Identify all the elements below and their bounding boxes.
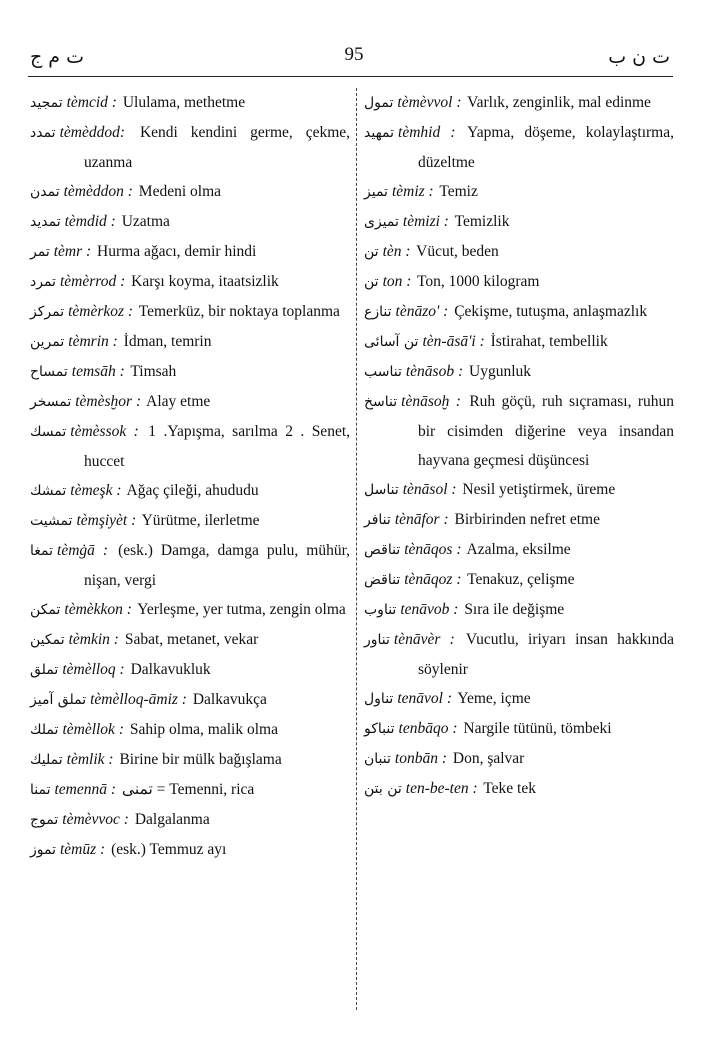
entry-arabic: تن <box>364 274 379 290</box>
dictionary-entry <box>30 387 350 417</box>
entry-headword: temennā : <box>54 781 117 798</box>
dictionary-entry <box>364 505 674 535</box>
entry-definition: Uygunluk <box>469 363 532 380</box>
dictionary-entry <box>30 177 350 207</box>
entry-arabic: تناوب <box>364 602 397 618</box>
entry-arabic: تمرد <box>30 274 56 290</box>
entry-definition: Dalgalanma <box>134 811 210 828</box>
entry-definition: Birbirinden nefret etme <box>454 511 600 528</box>
entry-headword: tèmèlloq : <box>62 661 125 678</box>
dictionary-entry <box>30 237 350 267</box>
entry-headword: tèmiz : <box>391 183 434 200</box>
entry-definition: Sıra ile değişme <box>464 601 565 618</box>
dictionary-entry <box>364 327 674 357</box>
entry-definition: Dalkavukluk <box>130 661 211 678</box>
entry-headword: tonbān : <box>394 750 447 767</box>
entry-headword: ton : <box>382 273 412 290</box>
entry-arabic: تمدد <box>30 125 56 141</box>
entry-headword: tèmcid : <box>66 94 117 111</box>
entry-headword: tèmèkkon : <box>64 601 132 618</box>
entry-arabic: تمرکز <box>30 304 65 320</box>
dictionary-entry <box>30 506 350 536</box>
left-column <box>30 88 350 865</box>
dictionary-entry <box>30 835 350 865</box>
entry-arabic: تمشك <box>30 483 67 499</box>
entry-definition: Medeni olma <box>138 183 222 200</box>
entry-arabic: تن <box>364 244 379 260</box>
entry-arabic: تناور <box>364 632 390 648</box>
entry-definition: Nesil yetiştirmek, üreme <box>462 481 616 498</box>
entry-headword: tèmdid : <box>64 213 116 230</box>
entry-definition: Kendi kendini germe, çekme, uzanma <box>84 124 351 171</box>
dictionary-entry <box>30 417 350 476</box>
entry-arabic: تمكین <box>30 632 65 648</box>
entry-definition: تمنی = Temenni, rica <box>121 781 255 798</box>
column-divider <box>356 88 357 1010</box>
entry-definition: Ağaç çileği, ahududu <box>126 482 259 499</box>
entry-arabic: تملیك <box>30 752 63 768</box>
dictionary-entry <box>30 207 350 237</box>
dictionary-entry <box>364 475 674 505</box>
entry-headword: tènāvèr : <box>393 631 455 648</box>
entry-arabic: تناقص <box>364 542 401 558</box>
entry-headword: tèmrin : <box>68 333 118 350</box>
dictionary-entry <box>364 177 674 207</box>
entry-arabic: تمنا <box>30 782 51 798</box>
dictionary-entry <box>30 357 350 387</box>
entry-definition: (esk.) Damga, damga pulu, mühür, nişan, vergi <box>84 542 351 589</box>
entry-headword: tènāsoḫ : <box>401 393 461 410</box>
entry-definition: Vücut, beden <box>416 243 499 260</box>
dictionary-entry <box>364 565 674 595</box>
entry-arabic: تمدن <box>30 184 60 200</box>
entry-headword: tèmhid : <box>398 124 456 141</box>
dictionary-entry <box>364 595 674 625</box>
entry-arabic: تناقض <box>364 572 401 588</box>
entry-headword: tèmlik : <box>66 751 114 768</box>
entry-headword: tenāvob : <box>400 601 459 618</box>
dictionary-entry <box>364 267 674 297</box>
entry-definition: Temiz <box>439 183 478 200</box>
entry-headword: tènāqoz : <box>404 571 462 588</box>
entry-definition: Hurma ağacı, demir hindi <box>97 243 257 260</box>
dictionary-entry <box>30 118 350 177</box>
dictionary-entry <box>364 237 674 267</box>
dictionary-entry <box>364 357 674 387</box>
header-rule <box>28 76 673 77</box>
dictionary-entry <box>30 267 350 297</box>
entry-headword: tèmr : <box>53 243 92 260</box>
entry-arabic: تموج <box>30 812 59 828</box>
entry-definition: Çekişme, tutuşma, anlaşmazlık <box>454 303 648 320</box>
entry-definition: (esk.) Temmuz ayı <box>111 841 227 858</box>
entry-arabic: تنازع <box>364 304 392 320</box>
entry-definition: Karşı koyma, itaatsizlik <box>131 273 279 290</box>
entry-headword: tènāsol : <box>402 481 457 498</box>
entry-headword: tèmèvvol : <box>397 94 462 111</box>
entry-arabic: تمول <box>364 95 394 111</box>
entry-headword: tèmèllok : <box>62 721 124 738</box>
dictionary-entry <box>364 714 674 744</box>
entry-headword: tèmèrkoz : <box>68 303 134 320</box>
entry-arabic: تملك <box>30 722 59 738</box>
entry-definition: Yerleşme, yer tutma, zengin olma <box>137 601 346 618</box>
right-column <box>364 88 674 804</box>
dictionary-entry <box>364 684 674 714</box>
dictionary-entry <box>364 535 674 565</box>
entry-headword: tènāfor : <box>394 511 449 528</box>
entry-headword: tenbāqo : <box>398 720 458 737</box>
dictionary-entry <box>364 207 674 237</box>
entry-definition: Vucutlu, iriyarı insan hakkında söylenir <box>418 631 674 678</box>
entry-arabic: تناول <box>364 691 394 707</box>
dictionary-entry <box>30 775 350 805</box>
dictionary-entry <box>364 625 674 684</box>
header-right-letters: ت ن ب <box>608 46 670 68</box>
entry-definition: Birine bir mülk bağışlama <box>119 751 282 768</box>
entry-definition: Ruh göçü, ruh sıçraması, ruhun bir cisimden diğerine veya insandan hayvana geçmesi düşüncesi <box>418 393 675 469</box>
entry-definition: Sahip olma, malik olma <box>129 721 278 738</box>
entry-arabic: تمغا <box>30 543 54 559</box>
page-header <box>0 44 708 74</box>
entry-headword: tèmizi : <box>402 213 449 230</box>
entry-headword: tèmūz : <box>59 841 106 858</box>
entry-arabic: تمر <box>30 244 50 260</box>
entry-definition: İdman, temrin <box>123 333 212 350</box>
dictionary-entry <box>364 744 674 774</box>
dictionary-entry <box>364 387 674 475</box>
entry-definition: Varlık, zenginlik, mal edinme <box>467 94 651 111</box>
entry-definition: Temizlik <box>454 213 510 230</box>
entry-headword: ten-be-ten : <box>405 780 478 797</box>
entry-definition: Azalma, eksilme <box>466 541 571 558</box>
entry-headword: tèmèssok : <box>70 423 139 440</box>
dictionary-entry <box>30 745 350 775</box>
entry-headword: tèmèddon : <box>63 183 133 200</box>
entry-headword: tènāzo' : <box>395 303 449 320</box>
entry-definition: İstirahat, tembellik <box>490 333 608 350</box>
dictionary-entry <box>30 536 350 595</box>
entry-definition: Ton, 1000 kilogram <box>417 273 540 290</box>
entry-headword: tenāvol : <box>397 690 452 707</box>
entry-arabic: تمیز <box>364 184 388 200</box>
entry-definition: Timsah <box>130 363 177 380</box>
entry-definition: Yeme, içme <box>457 690 531 707</box>
dictionary-entry <box>30 476 350 506</box>
dictionary-entry <box>364 88 674 118</box>
entry-headword: tèmèrrod : <box>59 273 126 290</box>
dictionary-entry <box>364 774 674 804</box>
entry-arabic: تنافر <box>364 512 391 528</box>
dictionary-entry <box>30 655 350 685</box>
entry-arabic: تنباكو <box>364 721 395 737</box>
entry-headword: tèmkin : <box>68 631 119 648</box>
entry-headword: tèn : <box>382 243 411 260</box>
entry-arabic: تمسك <box>30 424 67 440</box>
entry-arabic: تملق آمیز <box>30 692 87 708</box>
entry-headword: temsāh : <box>71 363 125 380</box>
entry-arabic: تموز <box>30 842 56 858</box>
dictionary-entry <box>364 118 674 177</box>
entry-arabic: تمجید <box>30 95 63 111</box>
dictionary-entry <box>30 327 350 357</box>
entry-headword: tènāsob : <box>405 363 464 380</box>
entry-arabic: تناسب <box>364 364 402 380</box>
entry-arabic: تن بتن <box>364 781 402 797</box>
entry-arabic: تناسخ <box>364 394 398 410</box>
entry-definition: Teke tek <box>483 780 536 797</box>
entry-headword: tèmèlloq-āmiz : <box>90 691 187 708</box>
entry-definition: Nargile tütünü, tömbeki <box>463 720 612 737</box>
entry-definition: Alay etme <box>146 393 211 410</box>
entry-headword: tèmeşk : <box>70 482 122 499</box>
entry-headword: tèmġā : <box>57 542 109 559</box>
dictionary-entry <box>30 805 350 835</box>
dictionary-entry <box>30 297 350 327</box>
page-number: 95 <box>344 44 364 65</box>
entry-headword: tèmşiyèt : <box>76 512 137 529</box>
dictionary-entry <box>30 715 350 745</box>
entry-arabic: تمهید <box>364 125 395 141</box>
entry-arabic: تن آسائی <box>364 334 419 350</box>
dictionary-entry <box>30 88 350 118</box>
entry-definition: Ululama, methetme <box>122 94 246 111</box>
entry-definition: Yürütme, ilerletme <box>141 512 260 529</box>
dictionary-entry <box>30 595 350 625</box>
entry-definition: Dalkavukça <box>192 691 267 708</box>
entry-arabic: تمیزی <box>364 214 399 230</box>
entry-definition: Don, şalvar <box>452 750 525 767</box>
entry-definition: Yapma, döşeme, kolaylaştırma, düzeltme <box>418 124 674 171</box>
dictionary-entry <box>30 625 350 655</box>
entry-headword: tèmèsḫor : <box>75 393 142 410</box>
entry-arabic: تمكن <box>30 602 61 618</box>
entry-arabic: تمسخر <box>30 394 72 410</box>
entry-arabic: تمساح <box>30 364 68 380</box>
entry-definition: Uzatma <box>121 213 170 230</box>
entry-headword: tènāqos : <box>404 541 462 558</box>
entry-headword: tèmèddod: <box>59 124 125 141</box>
entry-arabic: تنبان <box>364 751 391 767</box>
entry-arabic: تناسل <box>364 482 399 498</box>
header-left-letters: ت م ج <box>30 46 84 68</box>
entry-arabic: تمرین <box>30 334 65 350</box>
entry-headword: tèmèvvoc : <box>62 811 129 828</box>
entry-definition: Tenakuz, çelişme <box>467 571 575 588</box>
entry-definition: Temerküz, bir noktaya toplanma <box>138 303 340 320</box>
entry-arabic: تملق <box>30 662 59 678</box>
entry-arabic: تمشیت <box>30 513 73 529</box>
dictionary-entry <box>364 297 674 327</box>
entry-definition: Sabat, metanet, vekar <box>124 631 259 648</box>
entry-definition: 1 .Yapışma, sarılma 2 . Senet, huccet <box>84 423 351 470</box>
dictionary-entry <box>30 685 350 715</box>
entry-arabic: تمدید <box>30 214 61 230</box>
entry-headword: tèn-āsā'i : <box>422 333 485 350</box>
